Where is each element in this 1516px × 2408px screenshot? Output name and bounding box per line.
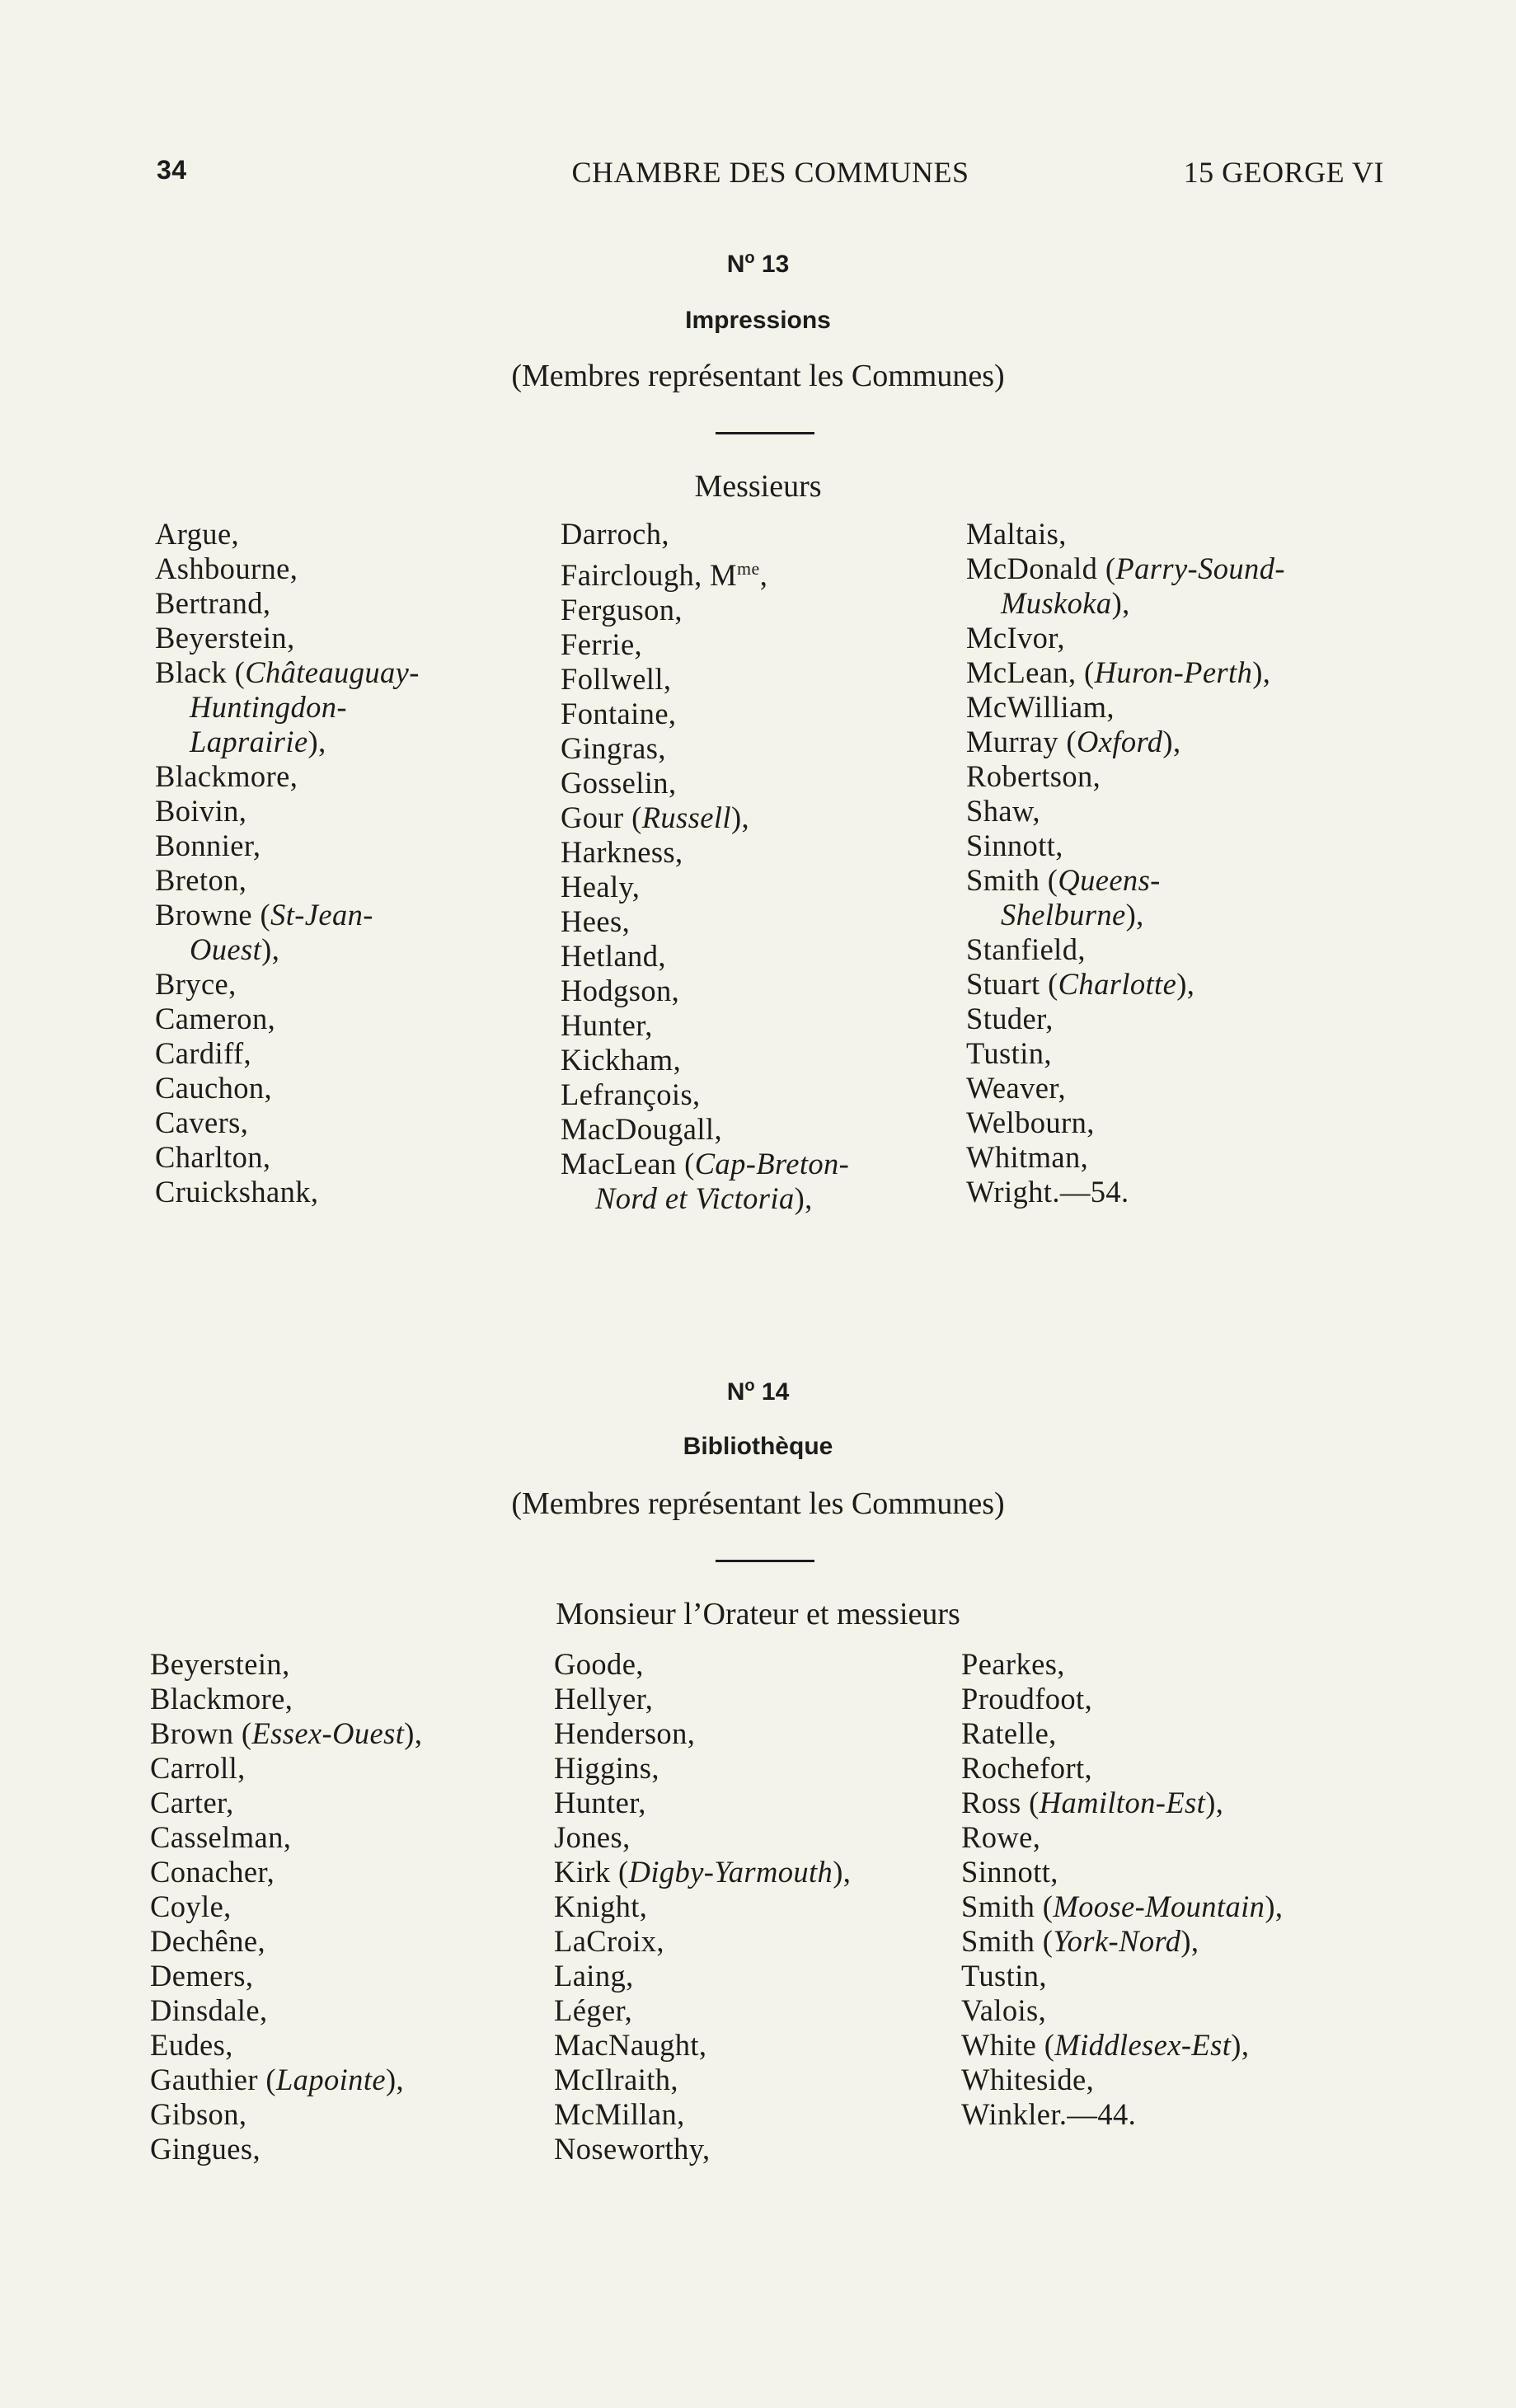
member-entry: Carter, (150, 1786, 234, 1819)
member-entry: Casselman, (150, 1820, 292, 1854)
member-entry: Gauthier (Lapointe), (150, 2063, 405, 2096)
member-entry: Murray (Oxford), (966, 725, 1181, 758)
section-number: $N^o$ 14 (726, 1377, 790, 1406)
member-entry: Winkler.—44. (961, 2097, 1137, 2131)
section-divider (716, 1560, 814, 1562)
member-entry: Hellyer, (554, 1682, 654, 1716)
member-entry: Proudfoot, (961, 1682, 1093, 1716)
page-number: 34 (157, 155, 187, 185)
member-entry: Tustin, (961, 1959, 1047, 1993)
member-entry: Hunter, (554, 1786, 646, 1819)
member-entry: Charlton, (155, 1140, 271, 1174)
member-entry: Demers, (150, 1959, 254, 1993)
member-entry: Hunter, (561, 1008, 653, 1043)
member-entry: Whitman, (966, 1140, 1089, 1174)
member-entry: Welbourn, (966, 1105, 1095, 1139)
member-entry: Gour (Russell), (561, 800, 750, 835)
member-entry: Whiteside, (961, 2063, 1095, 2096)
member-entry: Higgins, (554, 1751, 659, 1785)
member-entry: Stanfield, (966, 932, 1086, 966)
member-entry: Robertson, (966, 759, 1101, 793)
member-entry: Sinnott, (966, 828, 1063, 862)
section-title: Impressions (685, 307, 831, 334)
member-entry: Bryce, (155, 967, 237, 1001)
member-entry: Ratelle, (961, 1716, 1057, 1750)
member-entry: Darroch, (561, 517, 669, 551)
section-subtitle: (Membres représentant les Communes) (511, 1486, 1005, 1521)
member-entry: Gosselin, (561, 766, 677, 800)
section-number: $N^o$ 13 (726, 249, 790, 278)
member-entry: MacDougall, (561, 1112, 722, 1147)
member-list-col2 (554, 1647, 851, 2166)
member-entry: Carroll, (150, 1751, 246, 1785)
member-entry: Harkness, (561, 835, 683, 870)
member-list-col3 (961, 1647, 1283, 2132)
member-entry: Conacher, (150, 1855, 275, 1889)
section-divider (716, 432, 814, 434)
member-entry: White (Middlesex-Est), (961, 2028, 1250, 2062)
member-entry: Bonnier, (155, 828, 261, 862)
member-entry: Weaver, (966, 1071, 1066, 1105)
section-salutation: Messieurs (694, 469, 822, 504)
member-list-col2 (561, 517, 849, 1216)
member-entry: Ashbourne, (155, 552, 298, 585)
member-entry: MacNaught, (554, 2028, 707, 2062)
running-title: CHAMBRE DES COMMUNES (571, 156, 969, 189)
member-entry: Hees, (561, 904, 631, 939)
section-title: Bibliothèque (683, 1433, 833, 1460)
member-entry: Beyerstein, (155, 621, 295, 655)
member-entry: Gibson, (150, 2097, 247, 2131)
member-entry: Léger, (554, 1993, 633, 2027)
member-entry: Boivin, (155, 794, 247, 828)
member-entry: Cardiff, (155, 1036, 252, 1070)
member-entry: Dinsdale, (150, 1993, 268, 2027)
member-entry: Rowe, (961, 1820, 1041, 1854)
member-entry: Ross (Hamilton-Est), (961, 1786, 1224, 1819)
member-entry: Smith (Queens- (966, 863, 1161, 897)
member-entry: Pearkes, (961, 1647, 1065, 1681)
member-entry: Huntingdon- (190, 690, 347, 724)
member-entry: Bertrand, (155, 586, 271, 620)
member-entry: Healy, (561, 870, 641, 904)
member-entry: McDonald (Parry-Sound- (966, 552, 1285, 585)
member-entry: Cauchon, (155, 1071, 273, 1105)
member-entry: McIlraith, (554, 2063, 678, 2096)
member-entry: Fontaine, (561, 697, 677, 731)
member-entry: Hodgson, (561, 974, 680, 1008)
member-entry: Smith (York-Nord), (961, 1924, 1199, 1958)
member-entry: Kirk (Digby-Yarmouth), (554, 1855, 852, 1889)
member-entry: LaCroix, (554, 1924, 664, 1958)
member-entry: Blackmore, (150, 1682, 293, 1716)
member-entry: Dechêne, (150, 1924, 265, 1958)
member-entry: Noseworthy, (554, 2132, 711, 2166)
member-entry: Maltais, (966, 517, 1067, 551)
member-entry: Laprairie), (190, 725, 326, 758)
member-entry: Gingras, (561, 731, 666, 766)
member-list-col1 (155, 517, 420, 1209)
member-entry: Cameron, (155, 1002, 276, 1035)
member-entry: Hetland, (561, 939, 666, 974)
member-entry: McWilliam, (966, 690, 1115, 724)
member-entry: Sinnott, (961, 1855, 1058, 1889)
member-entry: Ouest), (190, 932, 280, 966)
member-entry: Breton, (155, 863, 247, 897)
member-entry: Argue, (155, 517, 240, 551)
member-entry: Brown (Essex-Ouest), (150, 1716, 423, 1750)
member-entry: McLean, (Huron-Perth), (966, 655, 1271, 689)
member-entry: Fairclough, $M^{me}$, (561, 558, 768, 593)
member-entry: Jones, (554, 1820, 631, 1854)
member-entry: Kickham, (561, 1043, 682, 1077)
member-entry: Browne (St-Jean- (155, 898, 373, 932)
member-entry: Cruickshank, (155, 1175, 319, 1209)
member-entry: Valois, (961, 1993, 1047, 2027)
member-entry: Black (Châteauguay- (155, 655, 420, 689)
member-entry: Coyle, (150, 1889, 232, 1923)
member-entry: MacLean (Cap-Breton- (561, 1147, 850, 1181)
member-entry: Knight, (554, 1889, 648, 1923)
member-list-col3 (966, 517, 1285, 1209)
member-entry: Nord et Victoria), (595, 1181, 813, 1216)
member-entry: Rochefort, (961, 1751, 1093, 1785)
member-entry: Ferrie, (561, 627, 643, 662)
member-entry: Gingues, (150, 2132, 260, 2166)
section-salutation: Monsieur l’Orateur et messieurs (556, 1597, 960, 1631)
member-entry: Eudes, (150, 2028, 233, 2062)
member-entry: Stuart (Charlotte), (966, 967, 1195, 1001)
member-entry: Laing, (554, 1959, 634, 1993)
member-entry: Wright.—54. (966, 1175, 1129, 1209)
member-entry: Goode, (554, 1647, 644, 1681)
member-entry: McIvor, (966, 621, 1065, 655)
member-entry: McMillan, (554, 2097, 685, 2131)
member-entry: Henderson, (554, 1716, 696, 1750)
member-entry: Follwell, (561, 662, 672, 697)
member-entry: Tustin, (966, 1036, 1052, 1070)
member-entry: Studer, (966, 1002, 1054, 1035)
member-entry: Muskoka), (1001, 586, 1130, 620)
member-entry: Blackmore, (155, 759, 298, 793)
member-entry: Beyerstein, (150, 1647, 290, 1681)
member-entry: Smith (Moose-Mountain), (961, 1889, 1284, 1923)
member-list-col1 (150, 1647, 422, 2166)
member-entry: Shaw, (966, 794, 1040, 828)
section-subtitle: (Membres représentant les Communes) (511, 359, 1005, 393)
reign-label: 15 GEORGE VI (1183, 156, 1384, 189)
member-entry: Shelburne), (1001, 898, 1144, 932)
member-entry: Cavers, (155, 1105, 249, 1139)
member-entry: Ferguson, (561, 593, 683, 627)
member-entry: Lefrançois, (561, 1077, 701, 1112)
